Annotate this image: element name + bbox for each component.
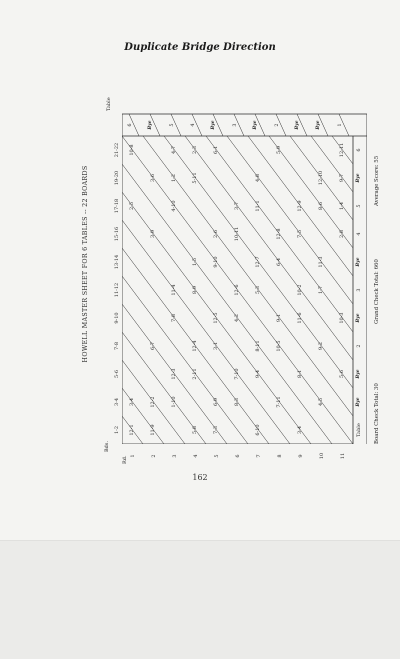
pairing-cell: 6-1 bbox=[213, 145, 219, 155]
page-bottom-margin bbox=[0, 540, 400, 659]
footer-table-cell: 2 bbox=[356, 344, 362, 348]
average-score: Average Score: 55 bbox=[374, 155, 380, 206]
pairing-cell: 10-11 bbox=[234, 226, 240, 242]
pairing-cell: 3-6 bbox=[150, 173, 156, 183]
board-group-header: 15-16 bbox=[114, 226, 120, 242]
page-title: Duplicate Bridge Direction bbox=[124, 42, 276, 53]
table-assignment: 4 bbox=[190, 123, 196, 127]
pairing-cell: 5-6 bbox=[339, 369, 345, 379]
board-group-header: 3-4 bbox=[114, 397, 120, 407]
pairing-cell: 3-4 bbox=[297, 425, 303, 435]
boards-label: Bds. bbox=[104, 440, 110, 452]
pairing-cell: 12-4 bbox=[192, 340, 198, 352]
table-assignment: Bye bbox=[211, 120, 216, 130]
round-number: 6 bbox=[235, 454, 241, 458]
board-group-header: 7-8 bbox=[114, 341, 120, 351]
pairing-cell: 1-5 bbox=[192, 257, 198, 267]
footer-table-cell: 5 bbox=[356, 204, 362, 208]
pairing-cell: 1-2 bbox=[171, 173, 177, 183]
page-number: 162 bbox=[192, 473, 208, 482]
sheet-title: HOWELL MASTER SHEET FOR 6 TABLES -- 22 BOARDS bbox=[82, 165, 89, 363]
pairing-cell: 9-2 bbox=[318, 341, 324, 351]
table-assignment: 2 bbox=[274, 123, 280, 127]
table-assignment: 5 bbox=[169, 123, 175, 127]
footer-table-cell: Bye bbox=[356, 369, 361, 379]
diagonal-line bbox=[227, 136, 353, 304]
pairing-cell: 10-3 bbox=[339, 312, 345, 324]
pairing-cell: 6-10 bbox=[255, 424, 261, 436]
pairing-cell: 12-11 bbox=[339, 142, 345, 158]
pairing-cell: 2-11 bbox=[192, 368, 198, 380]
pairing-cell: 12-10 bbox=[318, 170, 324, 186]
pairing-cell: 8-1 bbox=[297, 369, 303, 379]
pairing-cell: 1-4 bbox=[339, 201, 345, 211]
movement-grid bbox=[122, 112, 353, 444]
pairing-cell: 7-11 bbox=[276, 396, 282, 408]
table-assignment: Bye bbox=[316, 120, 321, 130]
pairing-cell: 9-1 bbox=[276, 313, 282, 323]
round-number: 4 bbox=[193, 454, 199, 458]
footer-table-cell: Table bbox=[356, 423, 362, 437]
table-assignment: 3 bbox=[232, 123, 238, 127]
board-group-header: 9-10 bbox=[114, 312, 120, 324]
board-group-header: 21-22 bbox=[114, 142, 120, 158]
pairing-cell: 11-6 bbox=[297, 312, 303, 324]
footer-table-cell: Bye bbox=[356, 173, 361, 183]
pairing-cell: 4-10 bbox=[171, 200, 177, 212]
pairing-cell: 4-5 bbox=[318, 397, 324, 407]
footer-table-cell: 6 bbox=[356, 148, 362, 152]
pairing-cell: 9-7 bbox=[339, 173, 345, 183]
table-assignment: Bye bbox=[253, 120, 258, 130]
board-group-header: 17-18 bbox=[114, 198, 120, 214]
pairing-cell: 3-4 bbox=[129, 397, 135, 407]
round-number: 9 bbox=[298, 454, 304, 458]
pairing-cell: 2-5 bbox=[129, 201, 135, 211]
pairing-cell: 10-2 bbox=[297, 284, 303, 296]
pairing-cell: 11-3 bbox=[318, 256, 324, 268]
board-group-header: 5-6 bbox=[114, 369, 120, 379]
pairing-cell: 12-5 bbox=[213, 312, 219, 324]
pairing-cell: 2-8 bbox=[339, 229, 345, 239]
pairing-cell: 6-7 bbox=[150, 341, 156, 351]
round-number: 3 bbox=[172, 454, 178, 458]
board-group-header: 1-2 bbox=[114, 425, 120, 435]
round-number: 5 bbox=[214, 454, 220, 458]
pairing-cell: 5-11 bbox=[192, 172, 198, 184]
pairing-cell: 12-3 bbox=[171, 368, 177, 380]
pairing-cell: 10-5 bbox=[276, 340, 282, 352]
grand-check-total: Grand Check Total: 660 bbox=[374, 259, 380, 324]
board-group-header: 11-12 bbox=[114, 282, 120, 298]
board-group-header: 19-20 bbox=[114, 170, 120, 186]
round-number: 11 bbox=[340, 452, 346, 460]
pairing-cell: 5-8 bbox=[192, 425, 198, 435]
pairing-cell: 9-10 bbox=[213, 256, 219, 268]
pairing-cell: 4-2 bbox=[234, 313, 240, 323]
round-number: 2 bbox=[151, 454, 157, 458]
pairing-cell: 8-6 bbox=[318, 201, 324, 211]
round-number: 10 bbox=[319, 452, 325, 460]
footer-table-cell: 4 bbox=[356, 232, 362, 236]
pairing-cell: 1-10 bbox=[171, 396, 177, 408]
pairing-cell: 6-9 bbox=[213, 397, 219, 407]
pairing-cell: 4-7 bbox=[171, 145, 177, 155]
round-number: 8 bbox=[277, 454, 283, 458]
footer-table-cell: 3 bbox=[356, 288, 362, 292]
pairing-cell: 11-9 bbox=[150, 424, 156, 436]
pairing-cell: 7-8 bbox=[171, 313, 177, 323]
pairing-cell: 8-3 bbox=[234, 397, 240, 407]
table-assignment: Bye bbox=[148, 120, 153, 130]
pairing-cell: 10-8 bbox=[129, 144, 135, 156]
pairing-cell: 5-3 bbox=[255, 285, 261, 295]
table-assignment: 1 bbox=[337, 123, 343, 127]
pairing-cell: 1-7 bbox=[318, 285, 324, 295]
table-column-label: Table bbox=[106, 97, 112, 111]
round-label: Rd. bbox=[122, 455, 128, 464]
pairing-cell: 2-3 bbox=[192, 145, 198, 155]
pairing-cell: 3-7 bbox=[234, 201, 240, 211]
pairing-cell: 7-3 bbox=[213, 425, 219, 435]
table-assignment: 6 bbox=[127, 123, 133, 127]
board-check-total: Board Check Total: 30 bbox=[374, 383, 380, 444]
pairing-cell: 5-9 bbox=[276, 145, 282, 155]
pairing-cell: 12-7 bbox=[255, 256, 261, 268]
pairing-cell: 3-1 bbox=[213, 341, 219, 351]
diagonal-line bbox=[122, 276, 248, 444]
pairing-cell: 12-2 bbox=[150, 396, 156, 408]
board-group-header: 13-14 bbox=[114, 254, 120, 270]
howell-master-sheet bbox=[82, 64, 397, 464]
pairing-cell: 6-4 bbox=[276, 257, 282, 267]
table-footer-row bbox=[353, 108, 365, 444]
round-number: 7 bbox=[256, 454, 262, 458]
pairing-cell: 11-1 bbox=[255, 200, 261, 212]
pairing-cell: 7-10 bbox=[234, 368, 240, 380]
pairing-cell: 9-4 bbox=[255, 369, 261, 379]
pairing-cell: 12-1 bbox=[129, 424, 135, 436]
pairing-cell: 2-6 bbox=[213, 229, 219, 239]
pairing-cell: 12-6 bbox=[234, 284, 240, 296]
pairing-cell: 8-9 bbox=[192, 285, 198, 295]
pairing-cell: 3-9 bbox=[150, 229, 156, 239]
footer-table-cell: Bye bbox=[356, 313, 361, 323]
footer-table-cell: Bye bbox=[356, 397, 361, 407]
table-assignment: Bye bbox=[295, 120, 300, 130]
footer-table-cell: Bye bbox=[356, 257, 361, 267]
pairing-cell: 11-4 bbox=[171, 284, 177, 296]
round-number: 1 bbox=[130, 454, 136, 458]
pairing-cell: 4-8 bbox=[255, 173, 261, 183]
pairing-cell: 12-9 bbox=[297, 200, 303, 212]
pairing-cell: 7-5 bbox=[297, 229, 303, 239]
pairing-cell: 12-8 bbox=[276, 228, 282, 240]
pairing-cell: 8-11 bbox=[255, 340, 261, 352]
